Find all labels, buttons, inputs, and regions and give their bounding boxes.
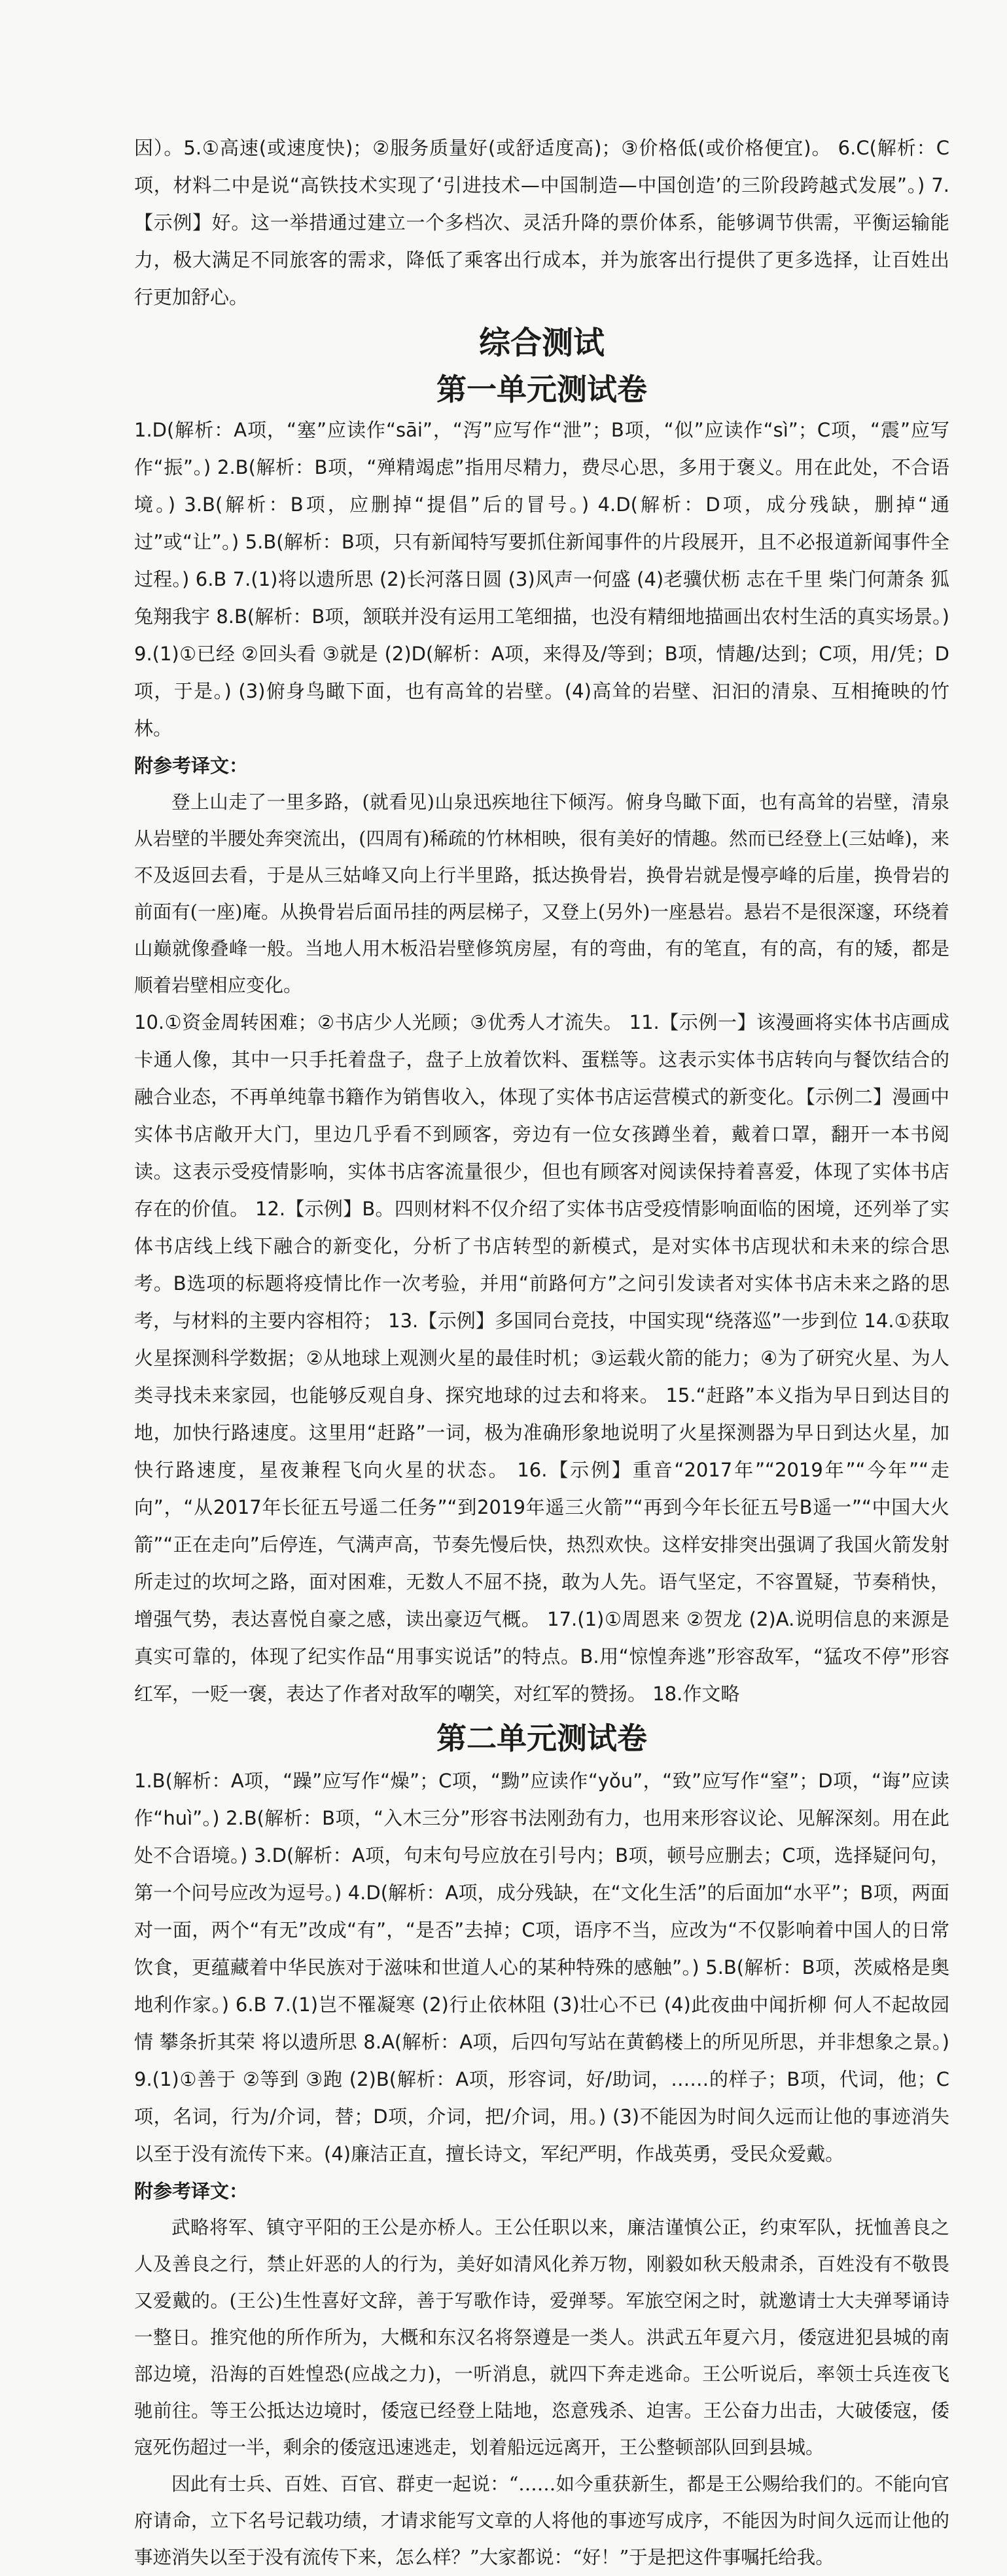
unit1-section: [134, 367, 949, 1713]
unit2-translation-p1: 武略将军、镇守平阳的王公是亦桥人。王公任职以来，廉洁谨慎公正，约束军队，抚恤善良之人及善良之行，禁止奸恶的人的行为，美好如清风化养万物，刚毅如秋天般肃杀，百姓没有不敬畏又爱戴的。(王公)生性喜好文辞，善于写歌作诗，爱弹琴。军旅空闲之时，就邀请士大夫弹琴诵诗一整日。推究他的所作所为，大概和东汉名将祭遵是一类人。洪武五年夏六月，倭寇进犯县城的南部边境，沿海的百姓惶恐(应战之力)，一听消息，就四下奔走逃命。王公听说后，率领士兵连夜飞驰前往。等王公抵达边境时，倭寇已经登上陆地，恣意残杀、迫害。王公奋力出击，大破倭寇，倭寇死伤超过一半，剩余的倭寇迅速逃走，划着船远远离开，王公整顿部队回到县城。: [134, 2217, 949, 2458]
unit1-answers-part1: 1.D(解析：A项，“塞”应读作“sāi”，“泻”应写作“泄”；B项，“似”应读作“sì”；C项，“震”应写作“振”。) 2.B(解析：B项，“殚精竭虑”指用尽精力，费尽心思，多用于褒义。用在此处，不合语境。) 3.B(解析：B项，应删掉“提倡”后的冒号。) 4.D(解析：D项，成分残缺，删掉“通过”或“让”。) 5.B(解析：B项，只有新闻特写要抓住新闻事件的片段展开，且不必报道新闻事件全过程。) 6.B 7.(1)将以遗所思 (2)长河落日圆 (3)风声一何盛 (4)老骥伏枥 志在千里 柴门何萧条 狐兔翔我宇 8.B(解析：B项，颔联并没有运用工笔细描，也没有精细地描画出农村生活的真实场景。) 9.(1)①已经 ②回头看 ③就是 (2)D(解析：A项，来得及/等到；B项，情趣/达到；C项，用/凭；D项，于是。) (3)俯身鸟瞰下面，也有高耸的岩壁。(4)高耸的岩壁、汩汩的清泉、互相掩映的竹林。: [134, 419, 949, 740]
unit1-answers-part2: 10.①资金周转困难；②书店少人光顾；③优秀人才流失。 11.【示例一】该漫画将实体书店画成卡通人像，其中一只手托着盘子，盘子上放着饮料、蛋糕等。这表示实体书店转向与餐饮结合的融合业态，不再单纯靠书籍作为销售收入，体现了实体书店运营模式的新变化。【示例二】漫画中实体书店敞开大门，里边几乎看不到顾客，旁边有一位女孩蹲坐着，戴着口罩，翻开一本书阅读。这表示受疫情影响，实体书店客流量很少，但也有顾客对阅读保持着喜爱，体现了实体书店存在的价值。 12.【示例】B。四则材料不仅介绍了实体书店受疫情影响面临的困境，还列举了实体书店线上线下融合的新变化，分析了书店转型的新模式，是对实体书店现状和未来的综合思考。B选项的标题将疫情比作一次考验，并用“前路何方”之问引发读者对实体书店未来之路的思考，与材料的主要内容相符； 13.【示例】多国同台竞技，中国实现“绕落巡”一步到位 14.①获取火星探测科学数据；②从地球上观测火星的最佳时机；③运载火箭的能力；④为了研究火星、为人类寻找未来家园，也能够反观自身、探究地球的过去和将来。 15.“赶路”本义指为早日到达目的地，加快行路速度。这里用“赶路”一词，极为准确形象地说明了火星探测器为早日到达火星，加快行路速度，星夜兼程飞向火星的状态。 16.【示例】重音“2017年”“2019年”“今年”“走向”，“从2017年长征五号遥二任务”“到2019年遥三火箭”“再到今年长征五号B遥一”“中国大火箭”“正在走向”后停连，气满声高，节奏先慢后快，热烈欢快。这样安排突出强调了我国火箭发射所走过的坎坷之路，面对困难，无数人不屈不挠，敢为人先。语气坚定，不容置疑，节奏稍快，增强气势，表达喜悦自豪之感，读出豪迈气概。 17.(1)①周恩来 ②贺龙 (2)A.说明信息的来源是真实可靠的，体现了纪实作品“用事实说话”的特点。B.用“惊惶奔逃”形容敌军，“猛攻不停”形容红军，一贬一褒，表达了作者对敌军的嘲笑，对红军的赞扬。 18.作文略: [134, 1011, 949, 1705]
unit2-section: [134, 1714, 949, 2576]
unit2-answers: 1.B(解析：A项，“躁”应写作“燥”；C项，“黝”应读作“yǒu”，“致”应写作“窒”；D项，“诲”应读作“huì”。) 2.B(解析：B项，“入木三分”形容书法刚劲有力，也用来形容议论、见解深刻。用在此处不合语境。) 3.D(解析：A项，句末句号应放在引号内；B项，顿号应删去；C项，选择疑问句，第一个问号应改为逗号。) 4.D(解析：A项，成分残缺，在“文化生活”的后面加“水平”；B项，两面对一面，两个“有无”改成“有”，“是否”去掉；C项，语序不当，应改为“不仅影响着中国人的日常饮食，更蕴藏着中华民族对于滋味和世道人心的某种特殊的感触”。) 5.B(解析：B项，茨威格是奥地利作家。) 6.B 7.(1)岂不罹凝寒 (2)行止依林阻 (3)壮心不已 (4)此夜曲中闻折柳 何人不起故园情 攀条折其荣 将以遗所思 8.A(解析：A项，后四句写站在黄鹤楼上的所见所思，并非想象之景。) 9.(1)①善于 ②等到 ③跑 (2)B(解析：A项，形容词，好/助词，……的样子；B项，代词，他；C项，名词，行为/介词，替；D项，介词，把/介词，用。) (3)不能因为时间久远而让他的事迹消失以至于没有流传下来。(4)廉洁正直，擅长诗文，军纪严明，作战英勇，受民众爱戴。: [134, 1770, 949, 2165]
intro-answers: 因）。5.①高速(或速度快)；②服务质量好(或舒适度高)；③价格低(或价格便宜)。 6.C(解析：C项，材料二中是说“高铁技术实现了‘引进技术—中国制造—中国创造’的三阶段跨越式发展”。) 7.【示例】好。这一举措通过建立一个多档次、灵活升降的票价体系，能够调节供需，平衡运输能力，极大满足不同旅客的需求，降低了乘客出行成本，并为旅客出行提供了更多选择，让百姓出行更加舒心。: [134, 137, 949, 308]
unit1-translation: 登上山走了一里多路，(就看见)山泉迅疾地往下倾泻。俯身鸟瞰下面，也有高耸的岩壁，清泉从岩壁的半腰处奔突流出，(四周有)稀疏的竹林相映，很有美好的情趣。然而已经登上(三姑峰)，来不及返回去看，于是从三姑峰又向上行半里路，抵达换骨岩，换骨岩就是慢亭峰的后崖，换骨岩的前面有(一座)庵。从换骨岩后面吊挂的两层梯子，又登上(另外)一座悬岩。悬岩不是很深邃，环绕着山巅就像叠峰一般。当地人用木板沿岩壁修筑房屋，有的弯曲，有的笔直，有的高，有的矮，都是顺着岩壁相应变化。: [134, 791, 949, 996]
section-title: 综合测试: [478, 325, 605, 361]
unit1-title: 第一单元测试卷: [436, 372, 647, 407]
unit1-translation-label: 附参考译文：: [134, 755, 249, 777]
unit2-title: 第二单元测试卷: [436, 1721, 647, 1756]
unit2-translation-p2: 因此有士兵、百姓、百官、群吏一起说：“……如今重获新生，都是王公赐给我们的。不能向官府请命，立下名号记载功绩，才请求能写文章的人将他的事迹写成序，不能因为时间久远而让他的事迹消失以至于没有流传下来，怎么样？”大家都说：“好！”于是把这件事嘱托给我。: [134, 2473, 949, 2568]
unit2-translation-label: 附参考译文：: [134, 2180, 249, 2202]
